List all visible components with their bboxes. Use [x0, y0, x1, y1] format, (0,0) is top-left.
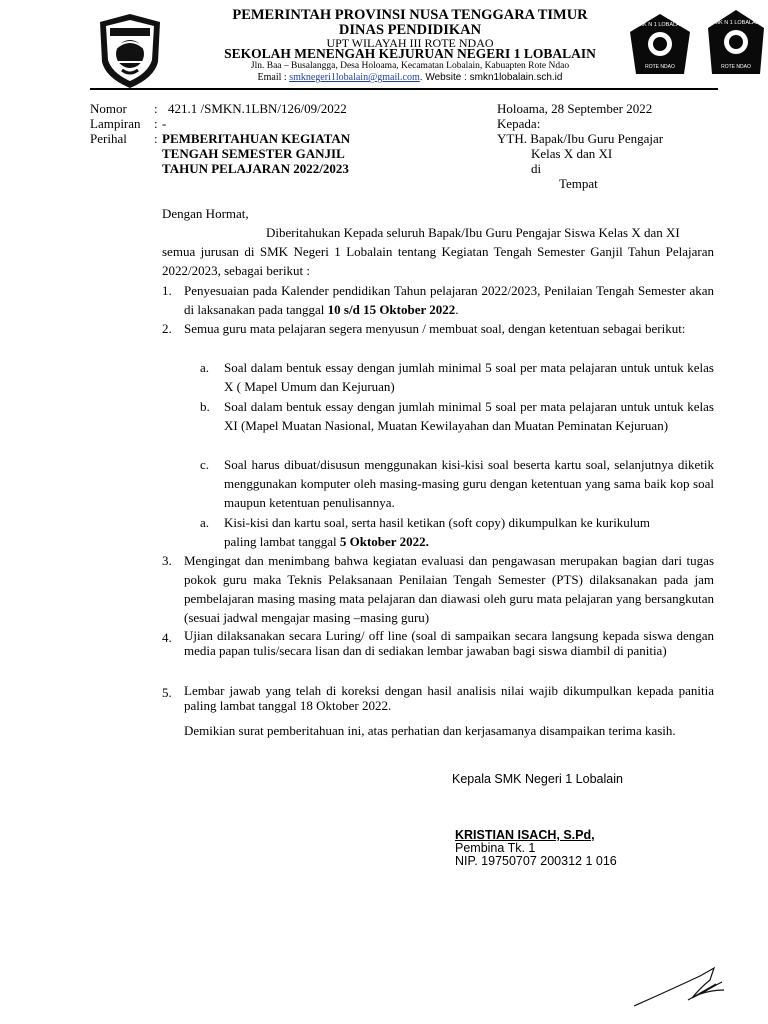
- sub-c-text: Soal harus dibuat/disusun menggunakan kisi-kisi soal beserta kartu soal, selanjutnya diketik menggunakan komputer oleh masing-masing guru dengan ketentuan yang sama baik kop soal maupun ketentuan penulisannya.: [224, 457, 714, 510]
- logo-1-bottom-text: ROTE NDAO: [645, 64, 675, 70]
- item-1-body: Penyesuaian pada Kalender pendidikan Tahun pelajaran 2022/2023, Penilaian Tengah Semester akan di laksanakan pada tanggal: [184, 283, 714, 317]
- lampiran-colon: :: [154, 116, 158, 131]
- intro-paragraph: semua jurusan di SMK Negeri 1 Lobalain tentang Kegiatan Tengah Semester Ganjil Tahun Pelajaran 2022/2023, sebagai berikut :: [162, 244, 714, 278]
- signatory-name: KRISTIAN ISACH, S.Pd,: [455, 828, 595, 842]
- lampiran-value: -: [162, 116, 167, 131]
- provincial-emblem-logo: [96, 12, 164, 90]
- sub-d-text: [224, 513, 684, 551]
- website-text: . Website : smkn1lobalain.sch.id: [419, 72, 563, 83]
- intro-first-line: Diberitahukan Kepada seluruh Bapak/Ibu Guru Pengajar Siswa Kelas X dan XI: [266, 225, 680, 240]
- letterhead-school: SEKOLAH MENENGAH KEJURUAN NEGERI 1 LOBALAIN: [224, 46, 596, 61]
- logo-2-bottom-text: ROTE NDAO: [721, 64, 751, 70]
- signatory-rank: Pembina Tk. 1: [455, 841, 536, 855]
- kepada-label: Kepada:: [497, 116, 541, 131]
- sub-b-text: Soal dalam bentuk essay dengan jumlah minimal 5 soal per mata pelajaran untuk untuk kelas XI (Mapel Muatan Nasional, Muatan Kewilayahan dan Muatan Peminatan Kejuruan): [224, 399, 714, 433]
- perihal-line-2: TENGAH SEMESTER GANJIL: [162, 146, 345, 161]
- item-5-text: Lembar jawab yang telah di koreksi dengan hasil analisis nilai wajib dikumpulkan kepada panitia paling lambat tanggal 18 Oktober 2022.: [184, 683, 714, 713]
- perihal-label: Perihal: [90, 131, 127, 146]
- logo-1-top-text: SMK N 1 LOBALAIN: [634, 22, 686, 28]
- letterhead-address: Jln. Baa – Busalangga, Desa Holoama, Kecamatan Lobalain, Kabuapten Rote Ndao: [250, 61, 570, 71]
- recipient-di: di: [531, 161, 542, 176]
- item-1-text: [184, 281, 714, 319]
- item-1-date: 10 s/d 15 Oktober 2022: [327, 302, 456, 317]
- item-2-number: 2.: [162, 321, 172, 336]
- item-3-number: 3.: [162, 553, 172, 568]
- greeting: Dengan Hormat,: [162, 206, 249, 221]
- email-link[interactable]: smknegeri1lobalain@gmail.com: [289, 72, 420, 83]
- sub-c-number: c.: [200, 457, 210, 472]
- signature-title: Kepala SMK Negeri 1 Lobalain: [452, 772, 623, 786]
- email-label: Email :: [257, 72, 290, 83]
- sub-d-date: 5 Oktober 2022.: [339, 534, 429, 549]
- item-1-end: .: [455, 302, 459, 317]
- nomor-value: 421.1 /SMKN.1LBN/126/09/2022: [168, 101, 347, 116]
- recipient-kelas: Kelas X dan XI: [531, 146, 613, 161]
- sub-a-text: Soal dalam bentuk essay dengan jumlah minimal 5 soal per mata pelajaran untuk untuk kelas X ( Mapel Umum dan Kejuruan): [224, 360, 714, 394]
- nomor-colon: :: [154, 101, 158, 116]
- recipient-tempat: Tempat: [559, 176, 598, 191]
- school-logo-2: [704, 8, 768, 80]
- logo-2-top-text: SMK N 1 LOBALAIN: [710, 20, 762, 26]
- sub-b-number: b.: [200, 399, 210, 414]
- school-logo-1: [626, 12, 694, 80]
- letterhead-divider: [90, 88, 718, 90]
- perihal-line-3: TAHUN PELAJARAN 2022/2023: [162, 161, 349, 176]
- item-4-text: Ujian dilaksanakan secara Luring/ off line (soal di sampaikan secara langsung kepada siswa dengan media papan tulis/secara lisan dan di sediakan lembar jawaban bagi siswa diambil di panitia): [184, 628, 714, 658]
- sub-d-body: Kisi-kisi dan kartu soal, serta hasil ketikan (soft copy) dikumpulkan ke kurikulum paling lambat tanggal: [224, 515, 651, 549]
- letterhead-province: PEMERINTAH PROVINSI NUSA TENGGARA TIMUR: [232, 7, 588, 23]
- closing-statement: Demikian surat pemberitahuan ini, atas perhatian dan kerjasamanya disampaikan terima kasih.: [184, 723, 676, 738]
- perihal-colon: :: [154, 131, 158, 146]
- item-4-number: 4.: [162, 630, 172, 645]
- perihal-line-1: PEMBERITAHUAN KEGIATAN: [162, 131, 351, 146]
- letterhead-agency: DINAS PENDIDIKAN: [338, 22, 482, 38]
- sub-d-number: a.: [200, 515, 210, 530]
- recipient-yth: YTH. Bapak/Ibu Guru Pengajar: [497, 131, 664, 146]
- letterhead-upt: UPT WILAYAH III ROTE NDAO: [326, 36, 494, 50]
- signatory-nip: NIP. 19750707 200312 1 016: [455, 854, 617, 868]
- item-2-text: Semua guru mata pelajaran segera menyusun / membuat soal, dengan ketentuan sebagai berikut:: [184, 321, 686, 336]
- letterhead-contact: [200, 72, 620, 83]
- item-3-text: Mengingat dan menimbang bahwa kegiatan evaluasi dan pengawasan merupakan bagian dari tugas pokok guru maka Teknis Pelaksanaan Penilaian Tengah Semester (PTS) dilaksanakan pada jam pembelajaran masing masing mata pelajaran dan diawasi oleh guru mata pelajaran yang bersangkutan (sesuai jadwal mengajar masing –masing guru): [184, 553, 714, 625]
- sub-a-number: a.: [200, 360, 210, 375]
- item-1-number: 1.: [162, 283, 172, 298]
- item-5-number: 5.: [162, 685, 172, 700]
- place-date: Holoama, 28 September 2022: [497, 101, 653, 116]
- handwritten-mark: [630, 960, 740, 1010]
- lampiran-label: Lampiran: [90, 116, 141, 131]
- nomor-label: Nomor: [90, 101, 127, 116]
